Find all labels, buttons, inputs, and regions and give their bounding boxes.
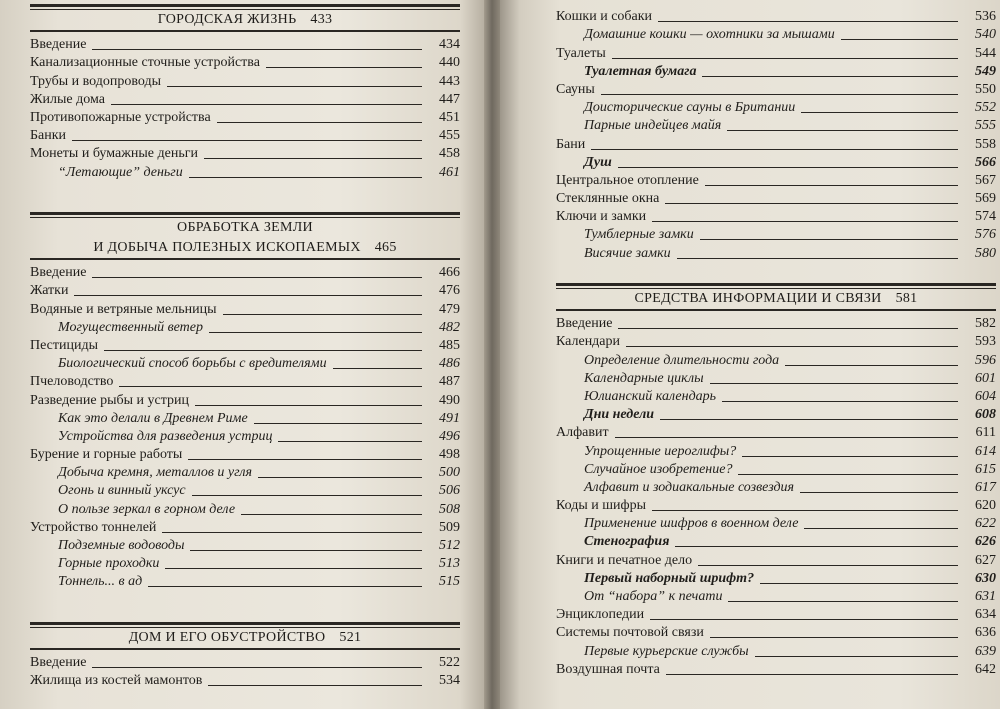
toc-entry[interactable] bbox=[556, 135, 996, 153]
section-header bbox=[556, 283, 996, 311]
entry-title: Алфавит bbox=[556, 425, 609, 441]
entry-title: Разведение рыбы и устриц bbox=[30, 392, 190, 408]
entry-page-number: 593 bbox=[975, 334, 996, 350]
entry-title: Юлианский календарь bbox=[584, 388, 717, 404]
toc-entry[interactable] bbox=[30, 391, 460, 409]
entry-title: Центральное отопление bbox=[556, 172, 699, 188]
entry-page-number: 498 bbox=[439, 447, 460, 463]
toc-entry[interactable] bbox=[556, 208, 996, 226]
toc-entry[interactable] bbox=[30, 91, 460, 109]
header-rule-thick bbox=[30, 622, 460, 625]
entry-leader-line bbox=[742, 456, 958, 457]
entry-title: Стеклянные окна bbox=[556, 191, 660, 207]
entry-leader-line bbox=[800, 492, 958, 493]
entry-page-number: 552 bbox=[975, 100, 996, 116]
toc-entry[interactable] bbox=[30, 410, 460, 428]
toc-entry[interactable] bbox=[556, 333, 996, 351]
entry-title: Тумблерные замки bbox=[584, 227, 694, 243]
section-page-number: 581 bbox=[895, 291, 918, 306]
entry-leader-line bbox=[652, 221, 958, 222]
toc-section bbox=[30, 212, 460, 591]
toc-entry[interactable] bbox=[556, 551, 996, 569]
entry-leader-line bbox=[650, 619, 958, 620]
entry-leader-line bbox=[626, 346, 958, 347]
entry-page-number: 466 bbox=[439, 265, 460, 281]
header-rule-bottom bbox=[30, 648, 460, 650]
entry-leader-line bbox=[615, 437, 958, 438]
entry-leader-line bbox=[162, 532, 422, 533]
entry-title: “Летающие” деньги bbox=[58, 164, 183, 180]
header-rule-bottom bbox=[30, 30, 460, 32]
entry-page-number: 496 bbox=[439, 428, 460, 444]
entry-page-number: 636 bbox=[975, 625, 996, 641]
entry-title: Тоннель... в ад bbox=[58, 574, 143, 590]
book-gutter bbox=[484, 0, 500, 709]
entry-title: Жилища из костей мамонтов bbox=[30, 673, 203, 689]
entry-leader-line bbox=[189, 177, 422, 178]
toc-entry[interactable] bbox=[556, 515, 996, 533]
entry-page-number: 622 bbox=[975, 516, 996, 532]
entry-title: Воздушная почта bbox=[556, 661, 660, 677]
entry-leader-line bbox=[92, 277, 422, 278]
toc-entry[interactable] bbox=[556, 8, 996, 26]
entry-leader-line bbox=[217, 122, 422, 123]
toc-entry[interactable] bbox=[556, 81, 996, 99]
entry-leader-line bbox=[652, 510, 958, 511]
entry-title: Системы почтовой связи bbox=[556, 625, 704, 641]
toc-entry[interactable] bbox=[30, 282, 460, 300]
entry-page-number: 596 bbox=[975, 352, 996, 368]
section-title-text: ГОРОДСКАЯ ЖИЗНЬ bbox=[157, 12, 297, 27]
entry-page-number: 582 bbox=[975, 316, 996, 332]
entry-title: Канализационные сточные устройства bbox=[30, 55, 260, 71]
entry-leader-line bbox=[785, 365, 958, 366]
entry-page-number: 558 bbox=[975, 136, 996, 152]
entry-page-number: 642 bbox=[975, 661, 996, 677]
entry-page-number: 447 bbox=[439, 91, 460, 107]
toc-entry[interactable] bbox=[30, 127, 460, 145]
toc-entry[interactable] bbox=[30, 72, 460, 90]
toc-entry[interactable] bbox=[30, 355, 460, 373]
section-title-text: ОБРАБОТКА ЗЕМЛИ bbox=[177, 220, 313, 235]
section-header bbox=[30, 622, 460, 650]
toc-entry[interactable] bbox=[556, 315, 996, 333]
toc-entry[interactable] bbox=[30, 373, 460, 391]
entry-title: Книги и печатное дело bbox=[556, 552, 693, 568]
toc-section bbox=[556, 283, 996, 679]
entry-leader-line bbox=[241, 514, 422, 515]
entry-title: Введение bbox=[556, 316, 613, 332]
section-page-number: 465 bbox=[374, 240, 397, 255]
entry-leader-line bbox=[705, 185, 958, 186]
right-page bbox=[500, 0, 1000, 709]
entry-title: От “набора” к печати bbox=[584, 589, 723, 604]
entry-page-number: 604 bbox=[975, 388, 996, 404]
entry-leader-line bbox=[722, 401, 958, 402]
toc-entry[interactable] bbox=[556, 461, 996, 479]
entry-leader-line bbox=[188, 459, 422, 460]
toc-entry[interactable] bbox=[30, 537, 460, 555]
toc-entry[interactable] bbox=[30, 337, 460, 355]
toc-entry[interactable] bbox=[556, 44, 996, 62]
entry-title: Стенография bbox=[584, 534, 670, 550]
entry-page-number: 455 bbox=[439, 128, 460, 144]
entry-title: Противопожарные устройства bbox=[30, 109, 211, 125]
entry-title: Горные проходки bbox=[58, 556, 160, 572]
toc-entry[interactable] bbox=[30, 482, 460, 500]
entry-leader-line bbox=[72, 140, 422, 141]
entry-leader-line bbox=[591, 149, 958, 150]
toc-entry[interactable] bbox=[556, 26, 996, 44]
entry-leader-line bbox=[601, 94, 958, 95]
entry-leader-line bbox=[677, 258, 958, 259]
entry-leader-line bbox=[618, 328, 958, 329]
entry-title: Бани bbox=[556, 136, 586, 152]
section-title bbox=[30, 238, 460, 258]
section-header bbox=[30, 4, 460, 32]
toc-entry[interactable] bbox=[556, 588, 996, 606]
entry-title: Ключи и замки bbox=[556, 209, 647, 225]
entry-page-number: 509 bbox=[439, 519, 460, 535]
entry-page-number: 630 bbox=[975, 570, 996, 586]
section-header bbox=[30, 212, 460, 260]
entry-title: Пестициды bbox=[30, 337, 99, 353]
entry-title: Трубы и водопроводы bbox=[30, 73, 162, 89]
entry-title: Висячие замки bbox=[584, 245, 671, 261]
entry-title: Домашние кошки — охотники за мышами bbox=[584, 27, 835, 43]
entry-leader-line bbox=[148, 586, 422, 587]
toc-entry[interactable] bbox=[30, 109, 460, 127]
entry-page-number: 615 bbox=[975, 461, 996, 477]
entry-page-number: 512 bbox=[439, 538, 460, 553]
entry-title: Жатки bbox=[30, 283, 69, 299]
entry-page-number: 611 bbox=[975, 425, 996, 441]
entry-page-number: 440 bbox=[439, 55, 460, 71]
toc-section bbox=[556, 8, 996, 263]
toc-entry[interactable] bbox=[30, 54, 460, 72]
entry-page-number: 540 bbox=[975, 27, 996, 43]
entry-leader-line bbox=[618, 167, 958, 168]
toc-entry[interactable] bbox=[556, 190, 996, 208]
entry-page-number: 639 bbox=[975, 643, 996, 659]
entry-page-number: 434 bbox=[439, 37, 460, 53]
section-title bbox=[30, 628, 460, 648]
entry-page-number: 626 bbox=[975, 534, 996, 550]
entry-leader-line bbox=[841, 39, 958, 40]
entry-title: Сауны bbox=[556, 81, 595, 97]
entry-leader-line bbox=[192, 495, 422, 496]
entry-leader-line bbox=[804, 528, 958, 529]
entry-title: Первые курьерские службы bbox=[584, 643, 749, 659]
entry-leader-line bbox=[710, 637, 958, 638]
toc-entry[interactable] bbox=[30, 464, 460, 482]
entry-title: Доисторические сауны в Британии bbox=[584, 100, 796, 116]
section-title bbox=[556, 289, 996, 309]
toc-entry[interactable] bbox=[556, 63, 996, 81]
entry-page-number: 569 bbox=[975, 191, 996, 207]
entry-title: Бурение и горные работы bbox=[30, 447, 183, 463]
toc-entry[interactable] bbox=[556, 606, 996, 624]
entry-title: Огонь и винный уксус bbox=[58, 483, 186, 499]
toc-entry[interactable] bbox=[556, 533, 996, 551]
entry-title: Энциклопедии bbox=[556, 607, 645, 623]
entry-title: Подземные водоводы bbox=[58, 538, 185, 553]
entry-title: Календарные циклы bbox=[584, 370, 704, 386]
toc-entry[interactable] bbox=[30, 446, 460, 464]
section-page-number: 521 bbox=[339, 630, 362, 645]
header-rule-thick bbox=[556, 283, 996, 286]
toc-entry[interactable] bbox=[556, 99, 996, 117]
entry-page-number: 566 bbox=[975, 154, 996, 170]
entry-leader-line bbox=[111, 104, 422, 105]
toc-entry[interactable] bbox=[30, 319, 460, 337]
entry-page-number: 482 bbox=[439, 319, 460, 335]
entry-leader-line bbox=[204, 158, 422, 159]
entry-title: Пчеловодство bbox=[30, 374, 114, 390]
entry-title: Жилые дома bbox=[30, 91, 105, 107]
entry-page-number: 461 bbox=[439, 164, 460, 180]
entry-page-number: 601 bbox=[975, 370, 996, 386]
left-page bbox=[0, 0, 484, 709]
toc-entry[interactable] bbox=[30, 300, 460, 318]
entry-page-number: 549 bbox=[975, 63, 996, 79]
header-rule-bottom bbox=[556, 309, 996, 311]
toc-entry[interactable] bbox=[30, 555, 460, 573]
entry-title: Банки bbox=[30, 128, 67, 144]
entry-title: Биологический способ борьбы с вредителями bbox=[58, 356, 327, 372]
entry-page-number: 476 bbox=[439, 283, 460, 299]
entry-leader-line bbox=[92, 49, 422, 50]
entry-title: Могущественный ветер bbox=[58, 319, 204, 335]
entry-leader-line bbox=[209, 332, 422, 333]
entry-page-number: 515 bbox=[439, 574, 460, 590]
toc-entry[interactable] bbox=[556, 661, 996, 679]
entry-page-number: 458 bbox=[439, 146, 460, 162]
entry-leader-line bbox=[258, 477, 422, 478]
entry-title: Монеты и бумажные деньги bbox=[30, 146, 198, 162]
toc-entry[interactable] bbox=[556, 172, 996, 190]
entry-leader-line bbox=[167, 86, 422, 87]
section-title bbox=[30, 218, 460, 238]
toc-entry[interactable] bbox=[556, 442, 996, 460]
entry-title: Введение bbox=[30, 265, 87, 281]
toc-entry[interactable] bbox=[556, 424, 996, 442]
entry-leader-line bbox=[665, 203, 958, 204]
entry-page-number: 485 bbox=[439, 337, 460, 353]
entry-leader-line bbox=[728, 601, 958, 602]
entry-leader-line bbox=[92, 667, 422, 668]
toc-entry[interactable] bbox=[556, 370, 996, 388]
entry-page-number: 486 bbox=[439, 356, 460, 372]
entry-leader-line bbox=[278, 441, 422, 442]
entry-page-number: 508 bbox=[439, 501, 460, 517]
entry-title: Кошки и собаки bbox=[556, 9, 653, 25]
entry-page-number: 443 bbox=[439, 73, 460, 89]
entry-page-number: 544 bbox=[975, 45, 996, 61]
entry-leader-line bbox=[660, 419, 958, 420]
toc-entry[interactable] bbox=[30, 428, 460, 446]
entry-title: Введение bbox=[30, 655, 87, 671]
entry-page-number: 522 bbox=[439, 655, 460, 671]
entry-leader-line bbox=[760, 583, 958, 584]
toc-entry[interactable] bbox=[556, 154, 996, 172]
entry-page-number: 620 bbox=[975, 498, 996, 514]
entry-title: Добыча кремня, металлов и угля bbox=[58, 465, 253, 481]
toc-entry[interactable] bbox=[556, 244, 996, 262]
entry-leader-line bbox=[710, 383, 958, 384]
entry-page-number: 627 bbox=[975, 552, 996, 568]
entry-page-number: 631 bbox=[975, 589, 996, 604]
entry-leader-line bbox=[700, 239, 958, 240]
entry-leader-line bbox=[208, 685, 422, 686]
toc-entry[interactable] bbox=[30, 163, 460, 181]
entry-page-number: 634 bbox=[975, 607, 996, 623]
entry-leader-line bbox=[104, 350, 422, 351]
entry-leader-line bbox=[254, 423, 422, 424]
entry-leader-line bbox=[666, 674, 958, 675]
section-title-text: СРЕДСТВА ИНФОРМАЦИИ И СВЯЗИ bbox=[634, 291, 882, 306]
entry-page-number: 479 bbox=[439, 301, 460, 317]
entry-page-number: 550 bbox=[975, 81, 996, 97]
entry-page-number: 567 bbox=[975, 172, 996, 188]
entry-page-number: 500 bbox=[439, 465, 460, 481]
entry-leader-line bbox=[333, 368, 422, 369]
section-title-text: И ДОБЫЧА ПОЛЕЗНЫХ ИСКОПАЕМЫХ bbox=[93, 240, 361, 255]
entry-page-number: 491 bbox=[439, 410, 460, 426]
section-title bbox=[30, 10, 460, 30]
entry-leader-line bbox=[801, 112, 958, 113]
entry-page-number: 490 bbox=[439, 392, 460, 408]
entry-page-number: 451 bbox=[439, 109, 460, 125]
entry-leader-line bbox=[190, 550, 422, 551]
entry-title: Первый наборный шрифт? bbox=[584, 570, 755, 586]
entry-leader-line bbox=[612, 58, 958, 59]
header-rule-bottom bbox=[30, 258, 460, 260]
entry-leader-line bbox=[195, 405, 422, 406]
entry-page-number: 608 bbox=[975, 407, 996, 423]
toc-entry[interactable] bbox=[30, 145, 460, 163]
entry-page-number: 555 bbox=[975, 118, 996, 134]
toc-entry[interactable] bbox=[30, 519, 460, 537]
toc-entry[interactable] bbox=[30, 500, 460, 518]
entry-title: Водяные и ветряные мельницы bbox=[30, 301, 217, 317]
toc-section bbox=[30, 4, 460, 182]
entry-title: Дни недели bbox=[584, 407, 655, 423]
entry-leader-line bbox=[658, 21, 958, 22]
entry-page-number: 614 bbox=[975, 443, 996, 459]
toc-entry[interactable] bbox=[556, 406, 996, 424]
toc-entry[interactable] bbox=[556, 624, 996, 642]
section-page-number: 433 bbox=[310, 12, 333, 27]
toc-entry[interactable] bbox=[30, 672, 460, 690]
entry-page-number: 536 bbox=[975, 9, 996, 25]
entry-leader-line bbox=[738, 474, 958, 475]
entry-title: Туалеты bbox=[556, 45, 606, 61]
entry-page-number: 617 bbox=[975, 479, 996, 495]
toc-entry[interactable] bbox=[556, 497, 996, 515]
entry-title: Устройства для разведения устриц bbox=[58, 428, 273, 444]
toc-entry[interactable] bbox=[30, 573, 460, 591]
entry-leader-line bbox=[702, 76, 958, 77]
toc-entry[interactable] bbox=[556, 388, 996, 406]
entry-leader-line bbox=[165, 568, 422, 569]
entry-page-number: 580 bbox=[975, 245, 996, 261]
toc-entry[interactable] bbox=[556, 570, 996, 588]
toc-entry[interactable] bbox=[556, 642, 996, 660]
toc-section bbox=[30, 622, 460, 690]
toc-entry[interactable] bbox=[556, 226, 996, 244]
entry-leader-line bbox=[727, 130, 958, 131]
entry-page-number: 534 bbox=[439, 673, 460, 689]
entry-page-number: 574 bbox=[975, 209, 996, 225]
toc-entry[interactable] bbox=[556, 479, 996, 497]
section-title-text: ДОМ И ЕГО ОБУСТРОЙСТВО bbox=[128, 630, 326, 645]
entry-title: Алфавит и зодиакальные созвездия bbox=[584, 479, 795, 495]
entry-leader-line bbox=[223, 314, 422, 315]
entry-leader-line bbox=[266, 67, 422, 68]
toc-entry[interactable] bbox=[556, 351, 996, 369]
toc-entry[interactable] bbox=[556, 117, 996, 135]
entry-title: О пользе зеркал в горном деле bbox=[58, 501, 236, 517]
entry-title: Введение bbox=[30, 37, 87, 53]
entry-leader-line bbox=[675, 546, 958, 547]
entry-leader-line bbox=[74, 295, 422, 296]
entry-title: Определение длительности года bbox=[584, 352, 780, 368]
entry-title: Душ bbox=[584, 154, 612, 170]
entry-leader-line bbox=[698, 565, 958, 566]
entry-page-number: 576 bbox=[975, 227, 996, 243]
entry-leader-line bbox=[119, 386, 422, 387]
entry-page-number: 506 bbox=[439, 483, 460, 499]
entry-title: Упрощенные иероглифы? bbox=[584, 443, 737, 459]
header-rule-thick bbox=[30, 4, 460, 7]
entry-title: Коды и шифры bbox=[556, 498, 647, 514]
toc-entry[interactable] bbox=[30, 654, 460, 672]
entry-title: Как это делали в Древнем Риме bbox=[58, 410, 248, 426]
header-rule-thick bbox=[30, 212, 460, 215]
entry-title: Календари bbox=[556, 334, 621, 350]
entry-title: Устройство тоннелей bbox=[30, 519, 157, 535]
entry-title: Применение шифров в военном деле bbox=[584, 516, 799, 532]
entry-leader-line bbox=[755, 656, 958, 657]
toc-entry[interactable] bbox=[30, 36, 460, 54]
entry-title: Парные индейцев майя bbox=[584, 118, 722, 134]
entry-title: Туалетная бумага bbox=[584, 63, 697, 79]
entry-page-number: 487 bbox=[439, 374, 460, 390]
toc-entry[interactable] bbox=[30, 264, 460, 282]
entry-page-number: 513 bbox=[439, 556, 460, 572]
entry-title: Случайное изобретение? bbox=[584, 461, 733, 477]
